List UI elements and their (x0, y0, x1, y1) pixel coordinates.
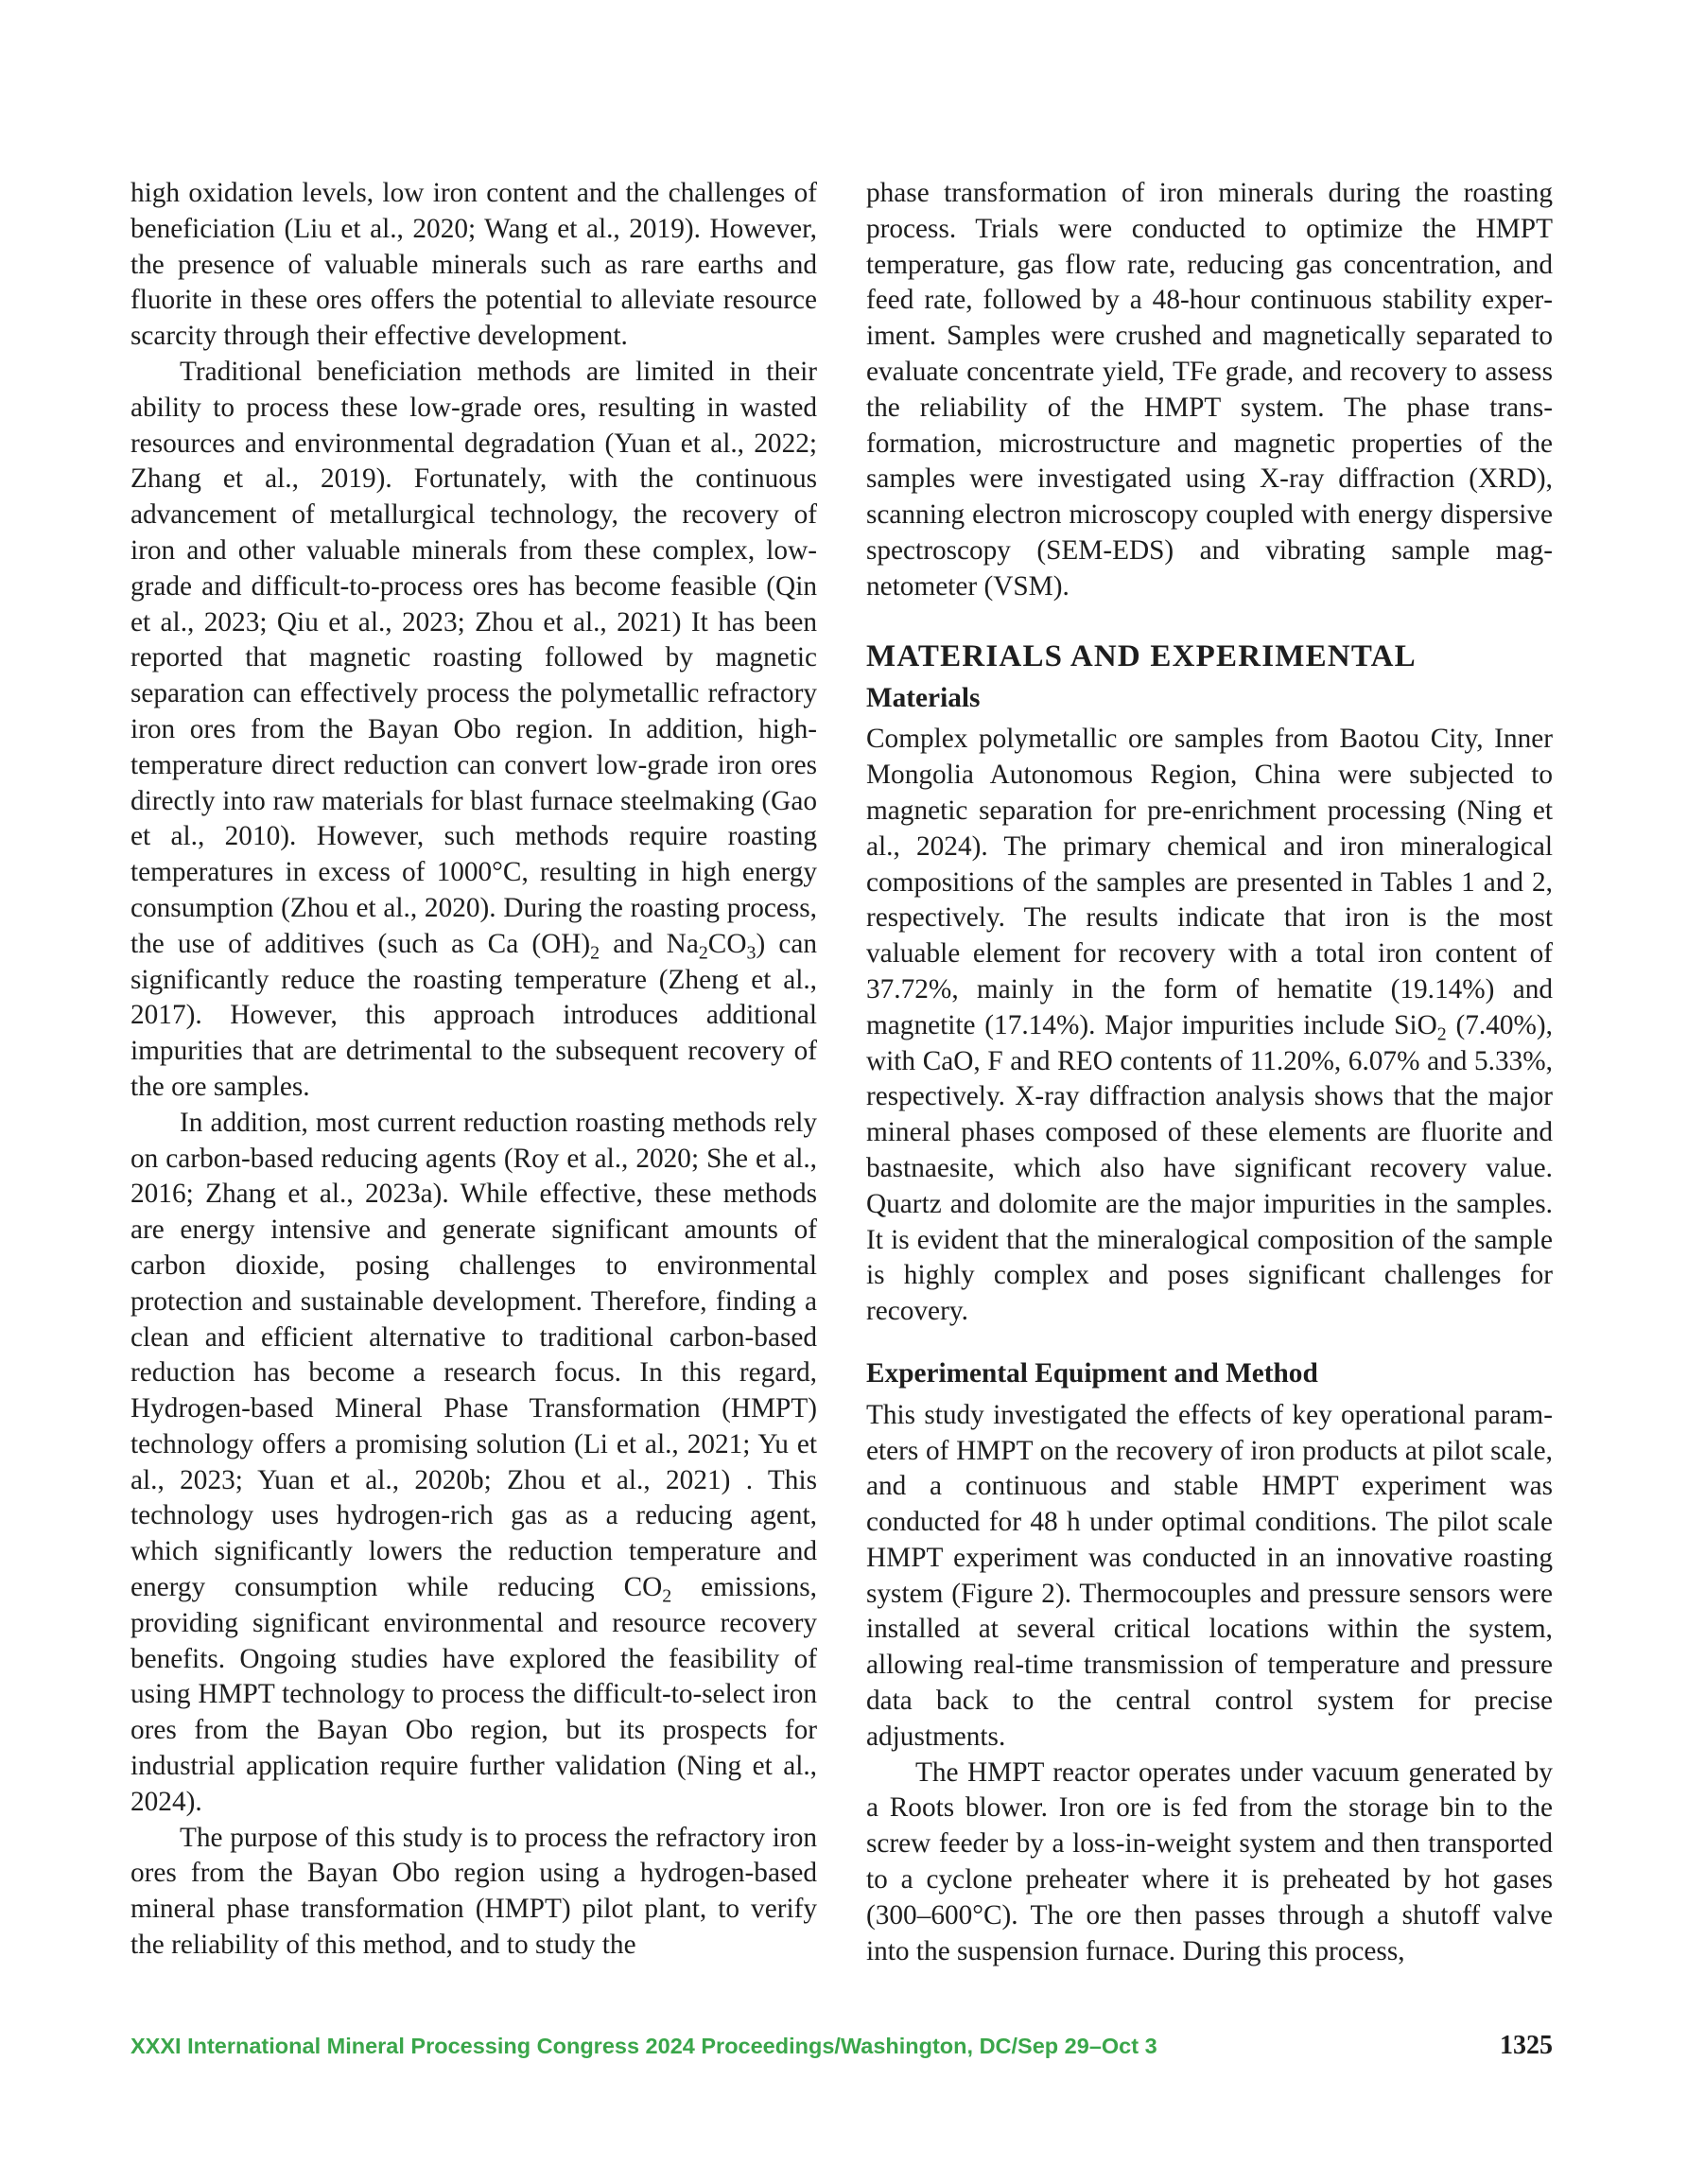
text-run: Complex polymetallic ore samples from Baotou City, Inner Mongolia Autonomous Region, China were subjected to magnetic separation for pre-enrichment processing (Ning et al., 2024). The primary chemical and iron mineralogical compositions of the samples are presented in Tables 1 and 2, respectively. The results indicate that iron is the most valuable element for recovery with a total iron content of 37.72%, mainly in the form of hematite (19.14%) and magnetite (17.14%). Major impurities include SiO (866, 724, 1553, 1040)
subsection-heading-materials: Materials (866, 682, 981, 713)
text-run: Traditional beneficiation methods are limited in their ability to process these low-grade ores, resulting in wasted resources and environmental degradation (Yuan et al., 2022; Zhang et al., 2019). Fortunately, with the continuous advancement of metallurgical technology, the recovery of iron and other valuable minerals from these complex, low-grade and difficult-to-process ores has become feasible (Qin et al., 2023; Qiu et al., 2023; Zhou et al., 2021) It has been reported that magnetic roasting followed by magnetic separation can effectively process the polymetallic refractory iron ores from the Bayan Obo region. In addition, high-temperature direct reduction can convert low-grade iron ores directly into raw materials for blast furnace steelmaking (Gao et al., 2010). However, such methods require roasting temperatures in excess of 1000°C, resulting in high energy consumption (Zhou et al., 2020). During the roasting process, the use of additives (such as Ca (OH) (130, 356, 817, 959)
body-paragraph (130, 1106, 817, 1821)
page-footer (130, 2031, 1553, 2071)
right-column (866, 176, 1553, 1969)
text-run: CO (707, 928, 747, 959)
body-paragraph: phase transformation of iron minerals during the roasting process. Trials were conducted to optimize the HMPT temperature, gas flow rate, reducing gas concentration, and feed rate, followed by a 48-hour continuous stability experiment. Samples were crushed and magnetically separated to evaluate concentrate yield, TFe grade, and recovery to assess the reliability of the HMPT system. The phase transformation, microstructure and magnetic properties of the samples were investigated using X-ray diffraction (XRD), scanning electron microscopy coupled with energy dispersive spectroscopy (SEM-EDS) and vibrating sample magnetometer (VSM). (866, 178, 1553, 602)
body-paragraph: high oxidation levels, low iron content and the challenges of beneficiation (Liu et al., 2020; Wang et al., 2019). However, the presence of valuable minerals such as rare earths and fluorite in these ores offers the potential to alleviate resource scarcity through their effective development. (130, 178, 817, 352)
body-paragraph (866, 722, 1553, 1330)
page-number: 1325 (1500, 2031, 1553, 2060)
body-paragraph: The HMPT reactor operates under vacuum generated by a Roots blower. Iron ore is fed from the storage bin to the screw feeder by a loss-in-weight system and then transported to a cyclone preheater where it is preheated by hot gases (300–600°C). The ore then passes through a shutoff valve into the suspension furnace. During this process, (866, 1756, 1553, 1966)
text-run: ) can significantly reduce the roasting temperature (Zheng et al., 2017). However, this approach introduces additional impurities that are detrimental to the subsequent recovery of the ore samples. (130, 928, 817, 1102)
text-run: In addition, most current reduction roasting methods rely on carbon-based reducing agents (Roy et al., 2020; She et al., 2016; Zhang et al., 2023a). While effective, these methods are energy intensive and generate significant amounts of carbon dioxide, posing challenges to environmental protection and sustainable development. Therefore, finding a clean and efficient alternative to traditional carbon-based reduction has become a research focus. In this regard, Hydrogen-based Mineral Phase Transformation (HMPT) technology offers a promising solution (Li et al., 2021; Yu et al., 2023; Yuan et al., 2020b; Zhou et al., 2021) . This technology uses hydrogen-rich gas as a reducing agent, which significantly lowers the reduction temperature and energy consumption while reducing CO (130, 1107, 817, 1603)
left-column (130, 176, 817, 1964)
subsection-heading-equipment: Experimental Equipment and Method (866, 1357, 1318, 1389)
text-run: emissions, providing significant environmental and resource recovery benefits. Ongoing studies have explored the feasibility of using HMPT technology to process the difficult-to-select iron ores from the Bayan Obo region, but its prospects for industrial application require further validation (Ning et al., 2024). (130, 1572, 817, 1817)
subscript: 2 (698, 942, 708, 964)
subscript: 2 (1436, 1023, 1447, 1045)
footer-proceedings-text: XXXI International Mineral Processing Congress 2024 Proceedings/Washington, DC/Sep 29–Oct 3 (130, 2034, 1157, 2058)
subscript: 2 (590, 942, 600, 964)
subscript: 2 (662, 1585, 672, 1607)
text-run: (7.40%), with CaO, F and REO contents of 11.20%, 6.07% and 5.33%, respectively. X-ray diffraction analysis shows that the major mineral phases composed of these elements are fluorite and bastnaesite, which also have significant recovery value. Quartz and dolomite are the major impurities in the samples. It is evident that the mineralogical composition of the sample is highly complex and poses significant challenges for recovery. (866, 1009, 1553, 1327)
text-run: and Na (600, 928, 699, 959)
body-paragraph (130, 355, 817, 1106)
subscript: 3 (746, 942, 757, 964)
body-paragraph: The purpose of this study is to process the refractory iron ores from the Bayan Obo region using a hydrogen-based mineral phase transformation (HMPT) pilot plant, to verify the reliability of this method, and to study the (130, 1822, 817, 1961)
body-paragraph: This study investigated the effects of key operational parameters of HMPT on the recovery of iron products at pilot scale, and a continuous and stable HMPT experiment was conducted for 48 h under optimal conditions. The pilot scale HMPT experiment was conducted in an innovative roasting system (Figure 2). Thermocouples and pressure sensors were installed at several critical locations within the system, allowing real-time transmission of temperature and pressure data back to the central control system for precise adjustments. (866, 1399, 1553, 1752)
section-heading: MATERIALS AND EXPERIMENTAL (866, 638, 1417, 673)
